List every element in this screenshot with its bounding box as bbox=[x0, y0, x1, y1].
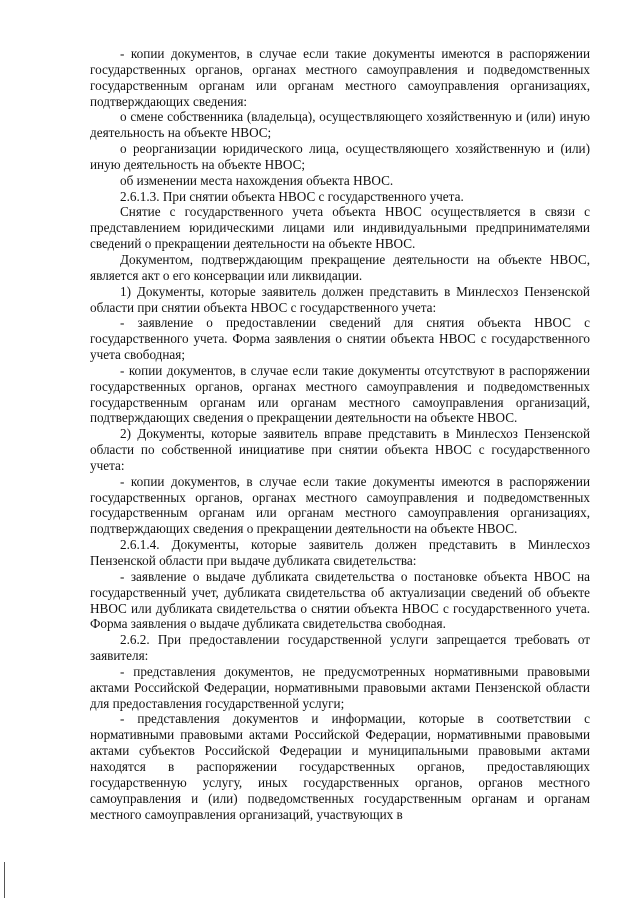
paragraph-9: - заявление о предоставлении сведений для снятия объекта НВОС с государственного учета. Форма заявления о снятии объекта НВОС с государственного учета свободная; bbox=[90, 315, 590, 363]
paragraph-1: - копии документов, в случае если такие документы имеются в распоряжении государственных органов, органах местного самоуправления и подведомственных государственным органам или органам местного самоуправления организациях, подтверждающих сведения: bbox=[90, 46, 590, 109]
paragraph-14: - заявление о выдаче дубликата свидетельства о постановке объекта НВОС на государственный учет, дубликата свидетельства об актуализации сведений об объекте НВОС или дубликата свидетельства о снятии объекта НВОС с государственного учета. Форма заявления о выдаче дубликата свидетельства свободная. bbox=[90, 568, 590, 632]
paragraph-15: 2.6.2. При предоставлении государственной услуги запрещается требовать от заявителя: bbox=[90, 632, 590, 664]
paragraph-4: об изменении места нахождения объекта НВОС. bbox=[120, 172, 394, 188]
paragraph-16: - представления документов, не предусмотренных нормативными правовыми актами Российской Федерации, нормативными правовыми актами Пензенской области для предоставления государственной услуги; bbox=[90, 663, 590, 711]
paragraph-12: - копии документов, в случае если такие документы имеются в распоряжении государственных органов, органах местного самоуправления и подведомственных государственным органам или органам местного самоуправления организациях, подтверждающих сведения о прекращении деятельности на объекте НВОС. bbox=[90, 473, 590, 537]
paragraph-10: - копии документов, в случае если такие документы отсутствуют в распоряжении государственных органов, органах местного самоуправления и подведомственных государственным органам или органам местного самоуправления организаций, подтверждающих сведения о прекращении деятельности на объекте НВОС. bbox=[90, 362, 590, 426]
scan-edge-line bbox=[4, 862, 5, 898]
paragraph-5: 2.6.1.3. При снятии объекта НВОС с государственного учета. bbox=[120, 188, 464, 204]
paragraph-3: о реорганизации юридического лица, осуществляющего хозяйственную и (или) иную деятельность на объекте НВОС; bbox=[90, 141, 590, 172]
scan-artifact bbox=[260, 2, 380, 6]
paragraph-11: 2) Документы, которые заявитель вправе представить в Минлесхоз Пензенской области по собственной инициативе при снятии объекта НВОС с государственного учета: bbox=[90, 426, 590, 473]
paragraph-13: 2.6.1.4. Документы, которые заявитель должен представить в Минлесхоз Пензенской области при выдаче дубликата свидетельства: bbox=[90, 537, 590, 568]
paragraph-7: Документом, подтверждающим прекращение деятельности на объекте НВОС, является акт о его консервации или ликвидации. bbox=[90, 251, 590, 283]
paragraph-8: 1) Документы, которые заявитель должен представить в Минлесхоз Пензенской области при снятии объекта НВОС с государственного учета: bbox=[90, 283, 590, 315]
paragraph-17: - представления документов и информации, которые в соответствии с нормативными правовыми актами Российской Федерации, нормативными правовыми актами субъектов Российской Федерации и муниципальными правовыми актами находятся в распоряжении государственных органов, предоставляющих государственную услугу, иных государственных органов, органов местного самоуправления и (или) подведомственных государственным органам и органам местного самоуправления организаций, участвующих в bbox=[90, 711, 590, 822]
paragraph-6: Снятие с государственного учета объекта НВОС осуществляется в связи с представлением юридическими лицами или индивидуальными предпринимателями сведений о прекращении деятельности на объекте НВОС. bbox=[90, 204, 590, 252]
document-page bbox=[90, 46, 590, 822]
paragraph-2: о смене собственника (владельца), осуществляющего хозяйственную и (или) иную деятельность на объекте НВОС; bbox=[90, 109, 590, 141]
